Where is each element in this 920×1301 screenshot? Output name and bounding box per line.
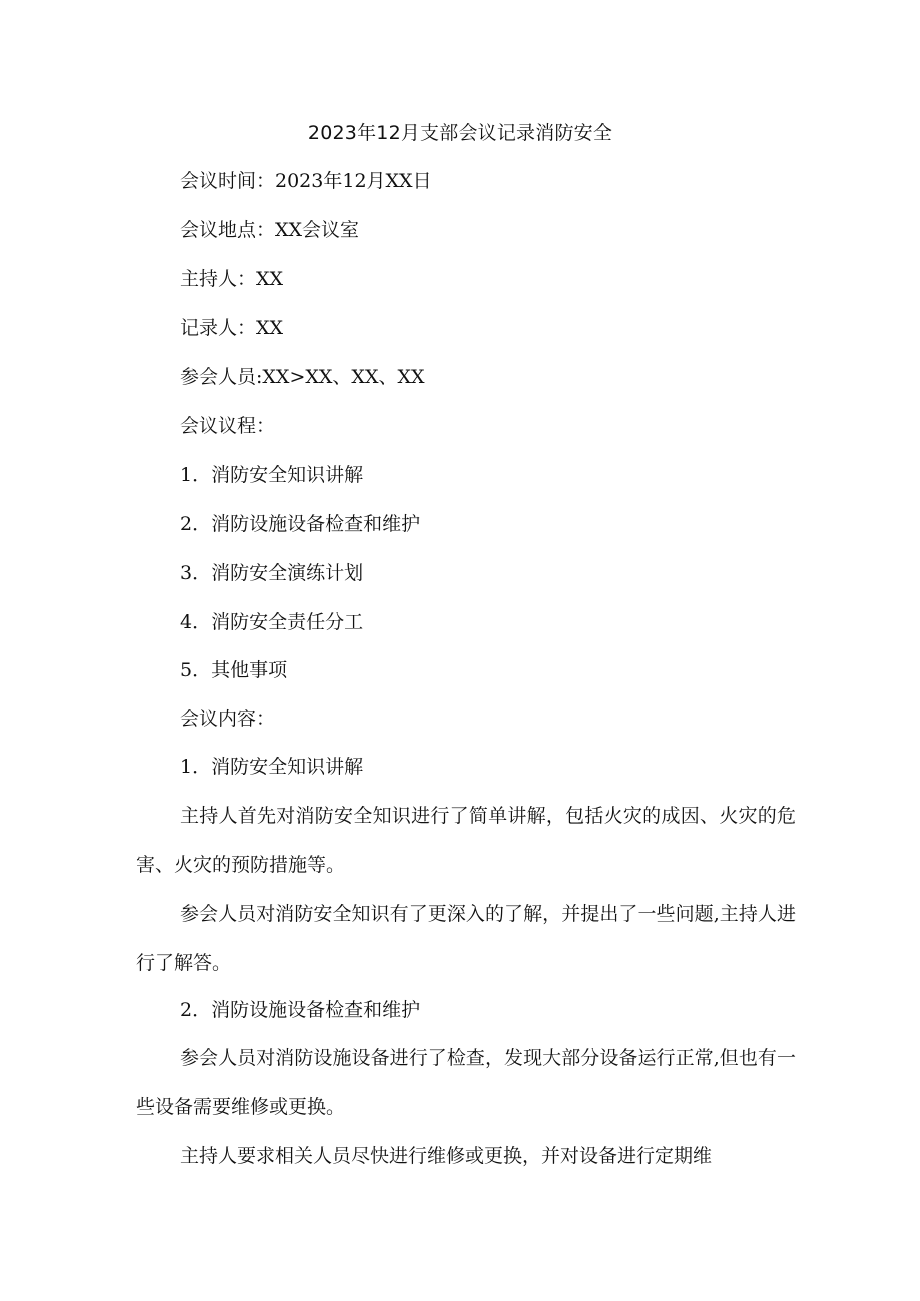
agenda-heading: 会议议程： — [180, 415, 276, 437]
section-heading: 1．消防安全知识讲解 — [180, 756, 364, 778]
section-heading: 2．消防设施设备检查和维护 — [180, 999, 421, 1021]
agenda-item: 3．消防安全演练计划 — [180, 562, 364, 584]
agenda-item: 4．消防安全责任分工 — [180, 611, 364, 633]
meeting-location: 会议地点：XX会议室 — [180, 219, 360, 241]
content-heading: 会议内容： — [180, 708, 276, 730]
meeting-recorder: 记录人：XX — [180, 317, 284, 339]
section-paragraph: 参会人员对消防安全知识有了更深入的了解，并提出了一些问题,主持人进行了解答。 — [136, 903, 796, 974]
agenda-item: 2．消防设施设备检查和维护 — [180, 513, 421, 535]
meeting-time: 会议时间：2023年12月XX日 — [180, 170, 432, 192]
agenda-item: 1．消防安全知识讲解 — [180, 464, 364, 486]
section-paragraph: 参会人员对消防设施设备进行了检查，发现大部分设备运行正常,但也有一些设备需要维修或更换。 — [136, 1047, 796, 1118]
meeting-host: 主持人：XX — [180, 268, 284, 290]
document-title: 2023年12月支部会议记录消防安全 — [307, 122, 613, 144]
section-paragraph: 主持人首先对消防安全知识进行了简单讲解，包括火灾的成因、火灾的危害、火灾的预防措施等。 — [136, 805, 796, 876]
meeting-attendees: 参会人员:XX>XX、XX、XX — [180, 366, 425, 388]
agenda-item: 5．其他事项 — [180, 659, 288, 681]
section-paragraph: 主持人要求相关人员尽快进行维修或更换，并对设备进行定期维 — [180, 1145, 713, 1167]
